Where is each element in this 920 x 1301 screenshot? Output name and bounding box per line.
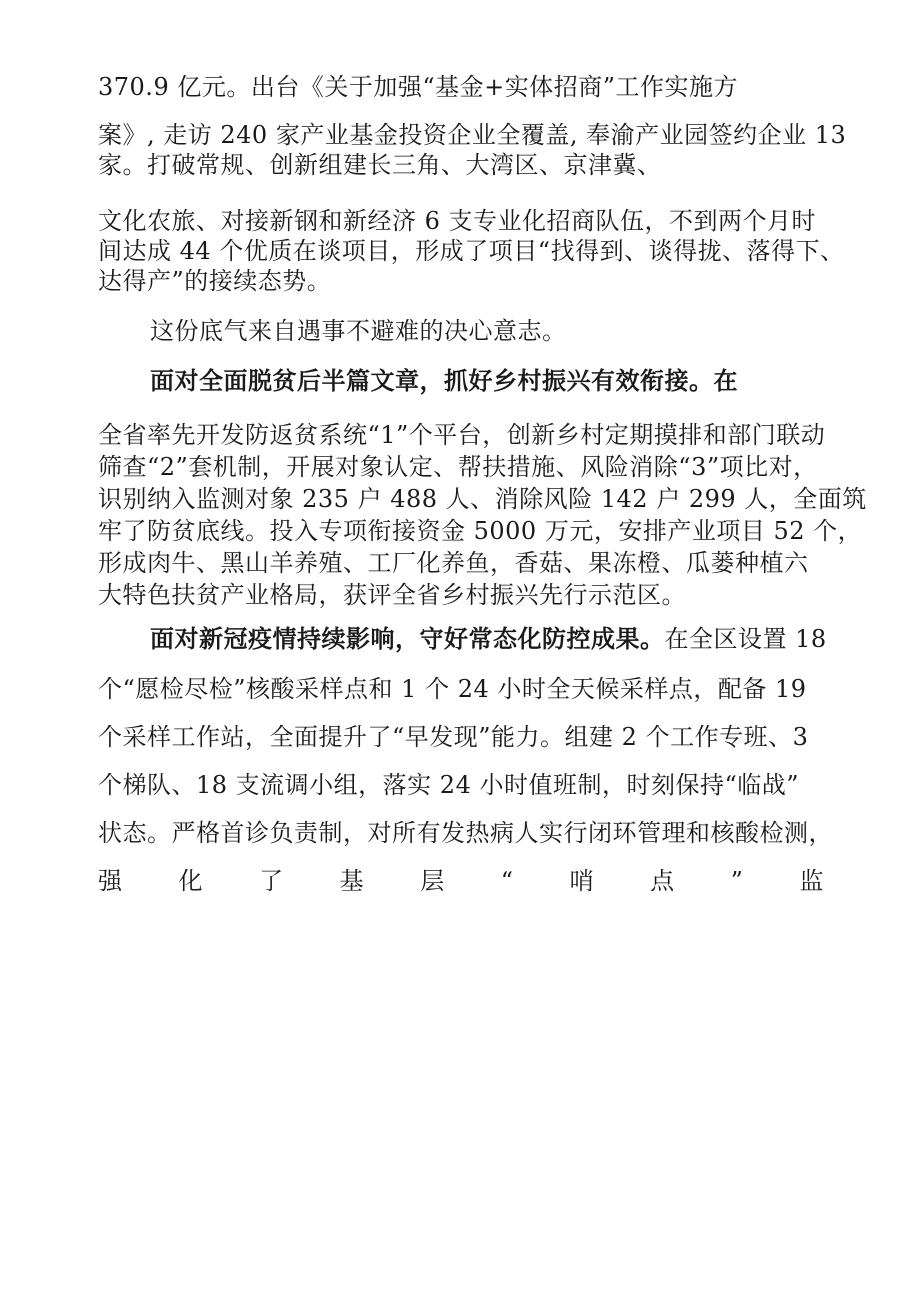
section-heading-covid-line	[150, 624, 882, 654]
section-heading-rural: 面对全面脱贫后半篇文章，抓好乡村振兴有效衔接。在	[150, 366, 738, 395]
text-line-2: 案》, 走访 240 家产业基金投资企业全覆盖, 奉渝产业园签约企业 13	[98, 121, 847, 149]
spread-char: 化	[178, 867, 204, 895]
spread-char: 点	[650, 867, 675, 895]
spread-char: ”	[730, 867, 744, 895]
text-line-14: 大特色扶贫产业格局，获评全省乡村振兴先行示范区。	[98, 581, 686, 609]
text-line-18: 个采样工作站，全面提升了“早发现”能力。组建 2 个工作专班、3	[98, 723, 809, 751]
spread-char: 了	[259, 867, 284, 895]
text-line-12: 牢了防贫底线。投入专项衔接资金 5000 万元，安排产业项目 52 个，	[98, 517, 863, 545]
paragraph-intro-line: 这份底气来自遇事不避难的决心意志。	[150, 317, 567, 345]
spread-char: 监	[799, 867, 824, 895]
section-heading-covid: 面对新冠疫情持续影响，守好常态化防控成果。	[150, 624, 665, 653]
spread-char: 哨	[569, 867, 595, 895]
text-line-21-spread	[98, 866, 824, 896]
text-line-6: 达得产”的接续态势。	[98, 267, 332, 295]
spread-char: 基	[339, 867, 365, 895]
section-heading-covid-tail: 在全区设置 18	[664, 625, 827, 653]
spread-char: 层	[420, 867, 445, 895]
text-line-11: 识别纳入监测对象 235 户 488 人、消除风险 142 户 299 人，全面筑	[98, 485, 867, 513]
text-line-20: 状态。严格首诊负责制，对所有发热病人实行闭环管理和核酸检测，	[98, 819, 833, 847]
text-line-5: 间达成 44 个优质在谈项目，形成了项目“找得到、谈得拢、落得下、	[98, 237, 845, 265]
text-line-10: 筛查“2”套机制，开展对象认定、帮扶措施、风险消除“3”项比对，	[98, 453, 818, 481]
text-line-13: 形成肉牛、黑山羊养殖、工厂化养鱼，香菇、果冻橙、瓜蒌种植六	[98, 549, 809, 577]
text-line-3: 家。打破常规、创新组建长三角、大湾区、京津冀、	[98, 151, 662, 179]
text-line-17: 个“愿检尽检”核酸采样点和 1 个 24 小时全天候采样点，配备 19	[98, 675, 807, 703]
text-line-4: 文化农旅、对接新钢和新经济 6 支专业化招商队伍，不到两个月时	[98, 207, 817, 235]
text-line-19: 个梯队、18 支流调小组，落实 24 小时值班制，时刻保持“临战”	[98, 771, 800, 799]
spread-char: “	[500, 867, 514, 895]
spread-char: 强	[98, 867, 123, 895]
text-line-9: 全省率先开发防返贫系统“1”个平台，创新乡村定期摸排和部门联动	[98, 421, 826, 449]
text-line-1: 370.9 亿元。出台《关于加强“基金+实体招商”工作实施方	[98, 73, 738, 101]
